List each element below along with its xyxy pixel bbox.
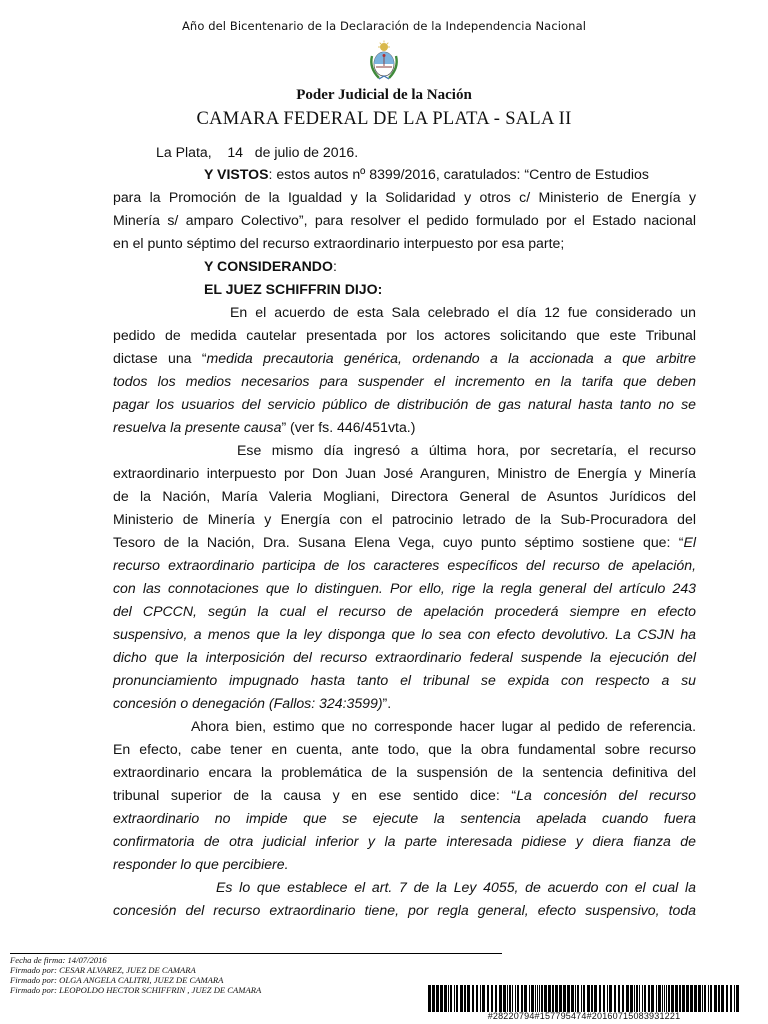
p3-line-6: confirmatoria de otra judicial inferior y la parte interesada pidiese y diera fianza de <box>113 833 696 849</box>
p2-line-2: extraordinario interpuesto por Don Juan José Aranguren, Ministro de Energía y Minería <box>113 465 696 481</box>
signature-date: Fecha de firma: 14/07/2016 <box>10 955 107 965</box>
p2-line-9: suspensivo, a menos que la ley disponga que lo sea con efecto devolutivo. La CSJN ha <box>113 626 696 642</box>
p2-line-12: concesión o denegación (Fallos: 324:3599)”. <box>113 695 392 711</box>
vistos-line-4: en el punto séptimo del recurso extraordinario interpuesto por esa parte; <box>113 235 565 251</box>
p4-line-2: concesión del recurso extraordinario tiene, por regla general, efecto suspensivo, toda <box>113 902 696 918</box>
p3-line-1: Ahora bien, estimo que no corresponde hacer lugar al pedido de referencia. <box>191 718 696 734</box>
p3-line-2: En efecto, cabe tener en cuenta, ante todo, que la obra fundamental sobre recurso <box>113 741 696 757</box>
bicentenary-header: Año del Bicentenario de la Declaración de la Independencia Nacional <box>181 19 587 33</box>
p3-line-5: extraordinario no impide que se ejecute la sentencia apelada cuando fuera <box>113 810 696 826</box>
chamber-title: CAMARA FEDERAL DE LA PLATA - SALA II <box>196 109 572 129</box>
vistos-line-1: Y VISTOS: estos autos nº 8399/2016, caratulados: “Centro de Estudios <box>204 166 649 182</box>
barcode-number: #28220794#157795474#20160715083931221 <box>487 1011 681 1021</box>
p3-line-4: tribunal superior de la causa y en ese sentido dice: “La concesión del recurso <box>113 787 696 803</box>
p2-line-8: del CPCCN, según la cual el recurso de apelación procederá siempre en efecto <box>113 603 696 619</box>
p1-line-4: todos los medios necesarios para suspender el incremento en la tarifa que deben <box>113 373 696 389</box>
p2-line-11: pronunciamiento impugnado hasta tanto el tribunal se expida con respecto a su <box>113 672 696 688</box>
national-coat-of-arms-icon <box>367 40 401 82</box>
judge-heading: EL JUEZ SCHIFFRIN DIJO: <box>204 281 383 297</box>
signature-line: Firmado por: CESAR ALVAREZ, JUEZ DE CAMARA <box>10 965 196 975</box>
vistos-line-2: para la Promoción de la Igualdad y la Solidaridad y otros c/ Ministerio de Energía y <box>113 189 696 205</box>
footer-divider <box>10 953 502 954</box>
p2-line-5: Tesoro de la Nación, Dra. Susana Elena Vega, cuyo punto séptimo sostiene que: “El <box>113 534 696 550</box>
p3-line-7: responder lo que percibiere. <box>113 856 289 872</box>
p2-line-6: recurso extraordinario participa de los caracteres específicos del recurso de apelación, <box>113 557 696 573</box>
p1-line-1: En el acuerdo de esta Sala celebrado el día 12 fue considerado un <box>230 304 696 320</box>
barcode-icon <box>428 985 740 1012</box>
p1-line-6: resuelva la presente causa” (ver fs. 446/451vta.) <box>113 419 416 435</box>
date-line: La Plata, 14 de julio de 2016. <box>156 144 359 160</box>
p2-line-7: con las connotaciones que lo distinguen. Por ello, rige la regla general del artículo 243 <box>113 580 696 596</box>
signature-line: Firmado por: OLGA ANGELA CALITRI, JUEZ DE CAMARA <box>10 975 224 985</box>
p2-line-10: dicho que la interposición del recurso extraordinario federal suspende la ejecución del <box>113 649 696 665</box>
institution-title: Poder Judicial de la Nación <box>296 87 472 103</box>
p2-line-3: de la Nación, María Valeria Mogliani, Directora General de Asuntos Jurídicos del <box>113 488 696 504</box>
p1-line-2: pedido de medida cautelar presentada por los actores solicitando que este Tribunal <box>113 327 696 343</box>
p1-line-3: dictase una “medida precautoria genérica, ordenando a la accionada a que arbitre <box>113 350 696 366</box>
vistos-line-3: Minería s/ amparo Colectivo”, para resolver el pedido formulado por el Estado nacional <box>113 212 696 228</box>
p4-line-1: Es lo que establece el art. 7 de la Ley 4055, de acuerdo con el cual la <box>216 879 696 895</box>
p3-line-3: extraordinario encara la problemática de la suspensión de la sentencia definitiva del <box>113 764 696 780</box>
p2-line-4: Ministerio de Minería y Energía con el patrocinio letrado de la Sub-Procuradora del <box>113 511 696 527</box>
p1-line-5: pagar los usuarios del servicio público de distribución de gas natural hasta tanto no se <box>113 396 696 412</box>
signature-line: Firmado por: LEOPOLDO HECTOR SCHIFFRIN , JUEZ DE CAMARA <box>10 985 262 995</box>
considerando-heading: Y CONSIDERANDO: <box>204 258 337 274</box>
p2-line-1: Ese mismo día ingresó a última hora, por secretaría, el recurso <box>237 442 696 458</box>
